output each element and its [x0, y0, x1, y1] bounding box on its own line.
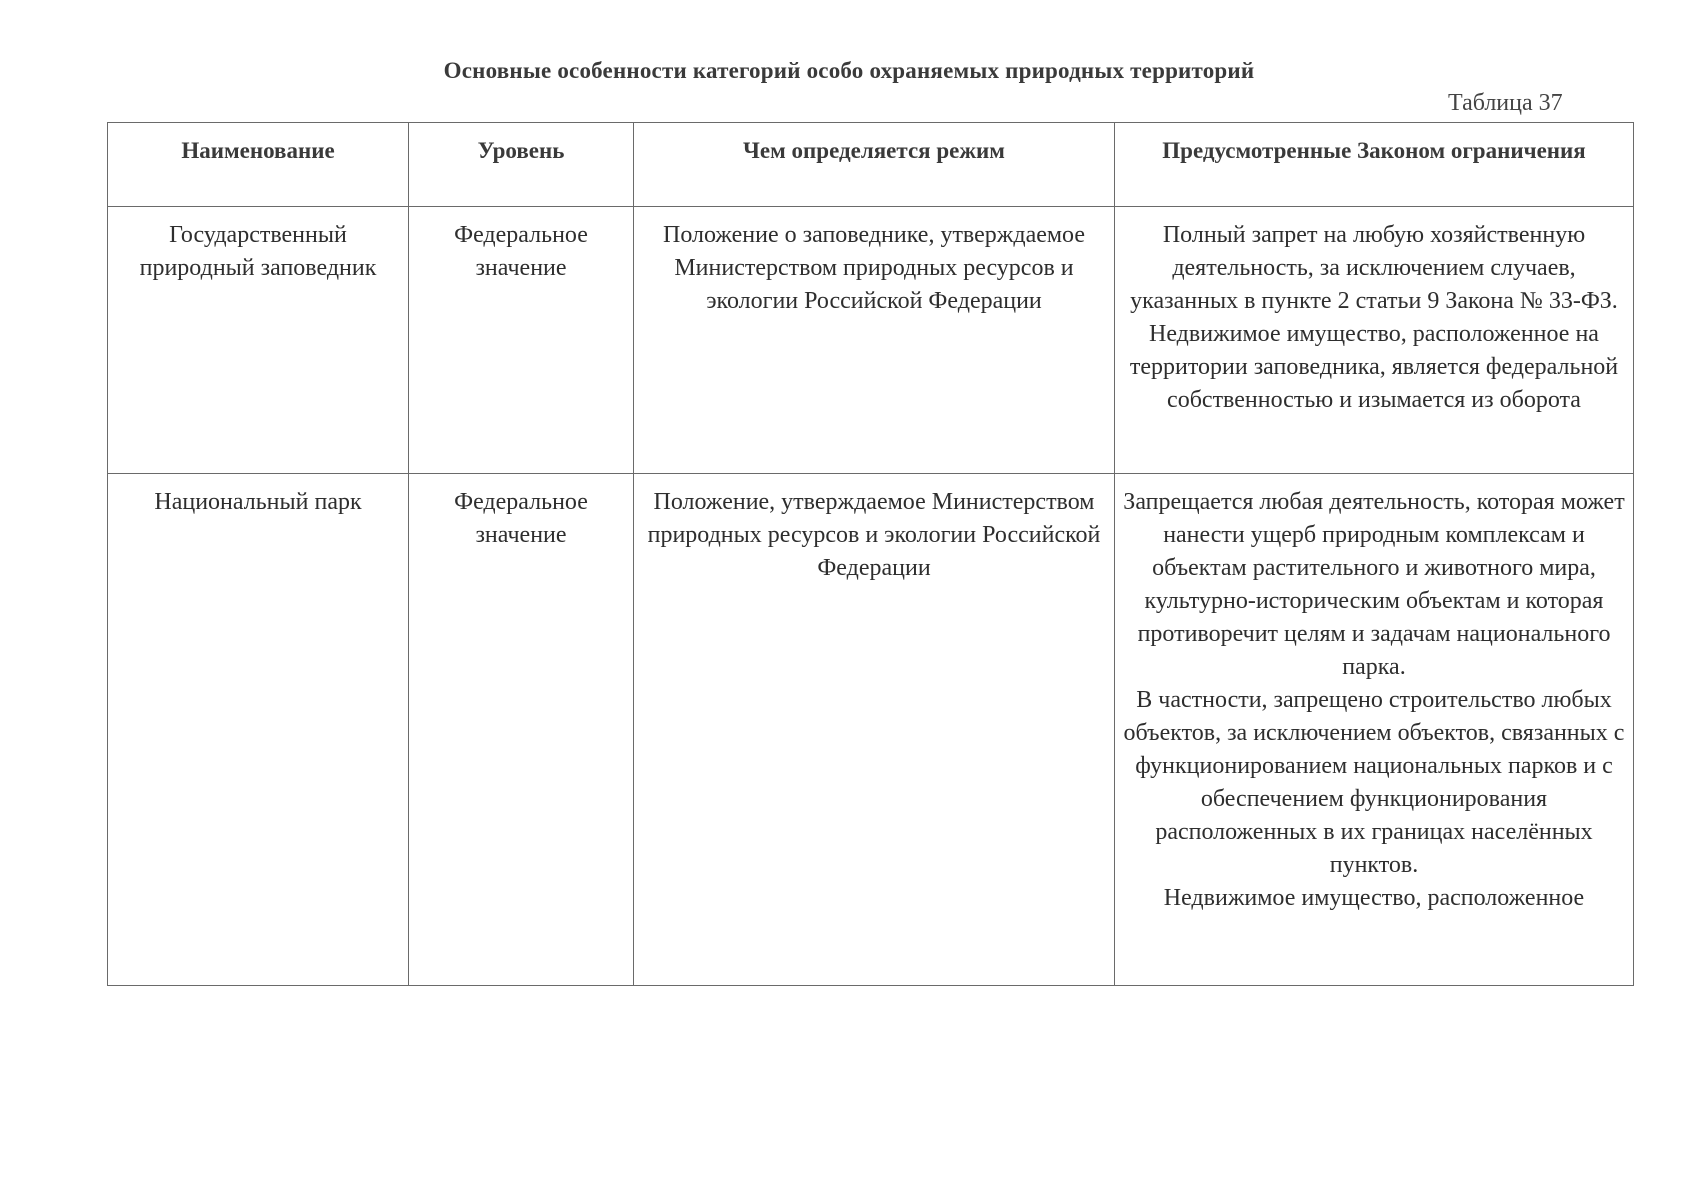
cell-name: Национальный парк — [108, 474, 409, 986]
restriction-paragraph: Недвижимое имущество, расположенное — [1163, 885, 1585, 911]
table-row — [108, 474, 1634, 986]
header-level: Уровень — [409, 123, 634, 207]
restriction-paragraph: Недвижимое имущество, расположенное на территории заповедника, является федеральной собственностью и изымается из оборота — [1129, 321, 1619, 413]
cell-level: Федеральное значение — [409, 207, 634, 474]
header-name: Наименование — [108, 123, 409, 207]
cell-name: Государственный природный заповедник — [108, 207, 409, 474]
table-header-row — [108, 123, 1634, 207]
header-restrictions: Предусмотренные Законом ограничения — [1115, 123, 1634, 207]
page-title: Основные особенности категорий особо охраняемых природных территорий — [443, 58, 1255, 83]
cell-restrictions — [1115, 474, 1634, 986]
table-number: Таблица 37 — [1448, 90, 1563, 116]
cell-regime: Положение о заповеднике, утверждаемое Министерством природных ресурсов и экологии Российской Федерации — [634, 207, 1115, 474]
cell-regime: Положение, утверждаемое Министерством природных ресурсов и экологии Российской Федерации — [634, 474, 1115, 986]
restriction-paragraph: В частности, запрещено строительство любых объектов, за исключением объектов, связанных с функционированием национальных парков и с обеспечением функционирования расположенных в их границах населённых пунктов. — [1123, 687, 1625, 878]
restriction-paragraph: Запрещается любая деятельность, которая может нанести ущерб природным комплексам и объектам растительного и животного мира, культурно-историческим объектам и которая противоречит целям и задачам национального парка. — [1123, 489, 1625, 680]
protected-areas-table — [107, 122, 1634, 986]
header-regime: Чем определяется режим — [634, 123, 1115, 207]
cell-level: Федеральное значение — [409, 474, 634, 986]
cell-restrictions — [1115, 207, 1634, 474]
table-row — [108, 207, 1634, 474]
restriction-paragraph: Полный запрет на любую хозяйственную деятельность, за исключением случаев, указанных в пункте 2 статьи 9 Закона № 33-ФЗ. — [1130, 222, 1618, 314]
